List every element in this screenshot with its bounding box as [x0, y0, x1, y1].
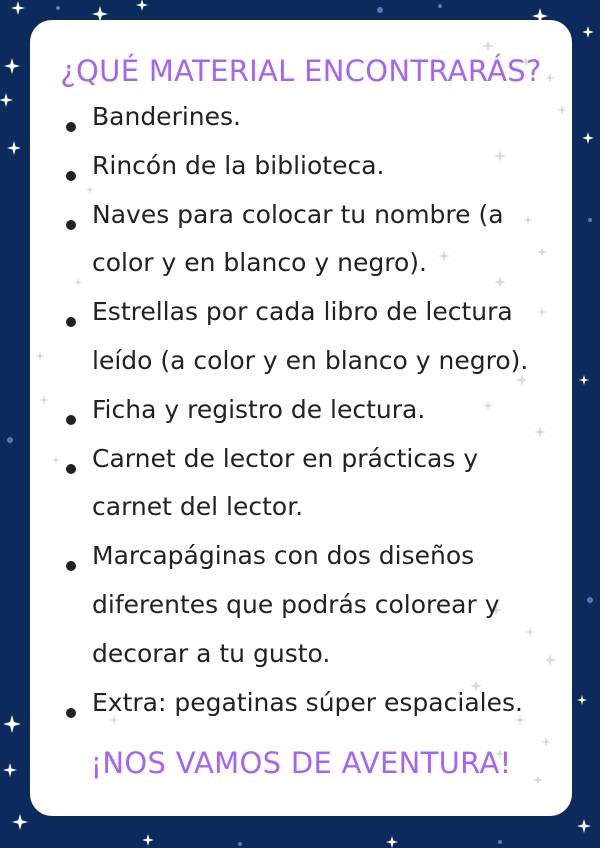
star-icon [12, 814, 28, 830]
list-item-text: Ficha y registro de lectura. [92, 394, 426, 424]
list-item-text: Carnet de lector en prácticas y [92, 443, 479, 473]
bullet-dot-icon [66, 220, 76, 230]
dot-icon [588, 218, 592, 222]
page-title: ¿QUÉ MATERIAL ENCONTRARÁS? [60, 54, 542, 88]
dot-icon [7, 437, 13, 443]
star-icon [136, 0, 148, 11]
star-icon [525, 627, 535, 637]
star-icon [577, 695, 587, 705]
star-icon [483, 401, 493, 411]
star-icon [4, 58, 20, 74]
dot-icon [498, 840, 502, 844]
star-icon [494, 150, 506, 162]
star-icon [523, 215, 533, 225]
list-item-text: leído (a color y en blanco y negro). [92, 346, 529, 375]
list-item-text: decorar a tu gusto. [92, 638, 331, 668]
footer-slogan: ¡NOS VAMOS DE AVENTURA! [90, 746, 512, 780]
star-icon [582, 132, 594, 144]
list-item-text: Naves para colocar tu nombre (a [92, 199, 504, 229]
star-icon [7, 141, 21, 155]
bullet-dot-icon [66, 464, 76, 474]
dot-icon [56, 6, 60, 10]
star-icon [86, 186, 94, 194]
bullet-dot-icon [66, 171, 76, 181]
star-icon [534, 426, 546, 438]
star-icon [537, 247, 547, 257]
dot-icon [377, 7, 383, 13]
star-icon [39, 395, 49, 405]
star-icon [582, 26, 594, 38]
star-icon [52, 456, 60, 464]
content-card [30, 20, 572, 816]
star-icon [3, 715, 21, 733]
star-icon [386, 836, 398, 848]
star-icon [0, 93, 13, 107]
list-item-text: diferentes que podrás colorear y [92, 590, 500, 619]
star-icon [35, 351, 45, 361]
bullet-dot-icon [66, 415, 76, 425]
star-icon [438, 250, 450, 262]
list-item-text: Rincón de la biblioteca. [92, 150, 385, 180]
star-icon [579, 375, 589, 385]
star-icon [74, 278, 82, 286]
star-icon [537, 307, 547, 317]
bullet-dot-icon [66, 122, 76, 132]
star-icon [494, 276, 506, 288]
star-icon [3, 763, 17, 777]
list-item-text: carnet del lector. [92, 492, 304, 522]
star-icon [557, 105, 567, 115]
dot-icon [438, 4, 442, 8]
list-item-text: Marcapáginas con dos diseños [92, 541, 475, 571]
list-item-text: Banderines. [92, 102, 241, 131]
list-item-text: Estrellas por cada libro de lectura [92, 297, 513, 327]
list-item-text: Extra: pegatinas súper espaciales. [92, 687, 523, 717]
star-icon [482, 40, 494, 52]
dot-icon [238, 842, 242, 846]
star-icon [544, 654, 556, 666]
star-icon [577, 819, 591, 833]
dot-icon [587, 597, 593, 603]
star-icon [11, 1, 25, 15]
star-icon [142, 834, 154, 846]
bullet-dot-icon [66, 708, 76, 718]
list-item-text: color y en blanco y negro). [92, 248, 427, 278]
star-icon [516, 374, 528, 386]
